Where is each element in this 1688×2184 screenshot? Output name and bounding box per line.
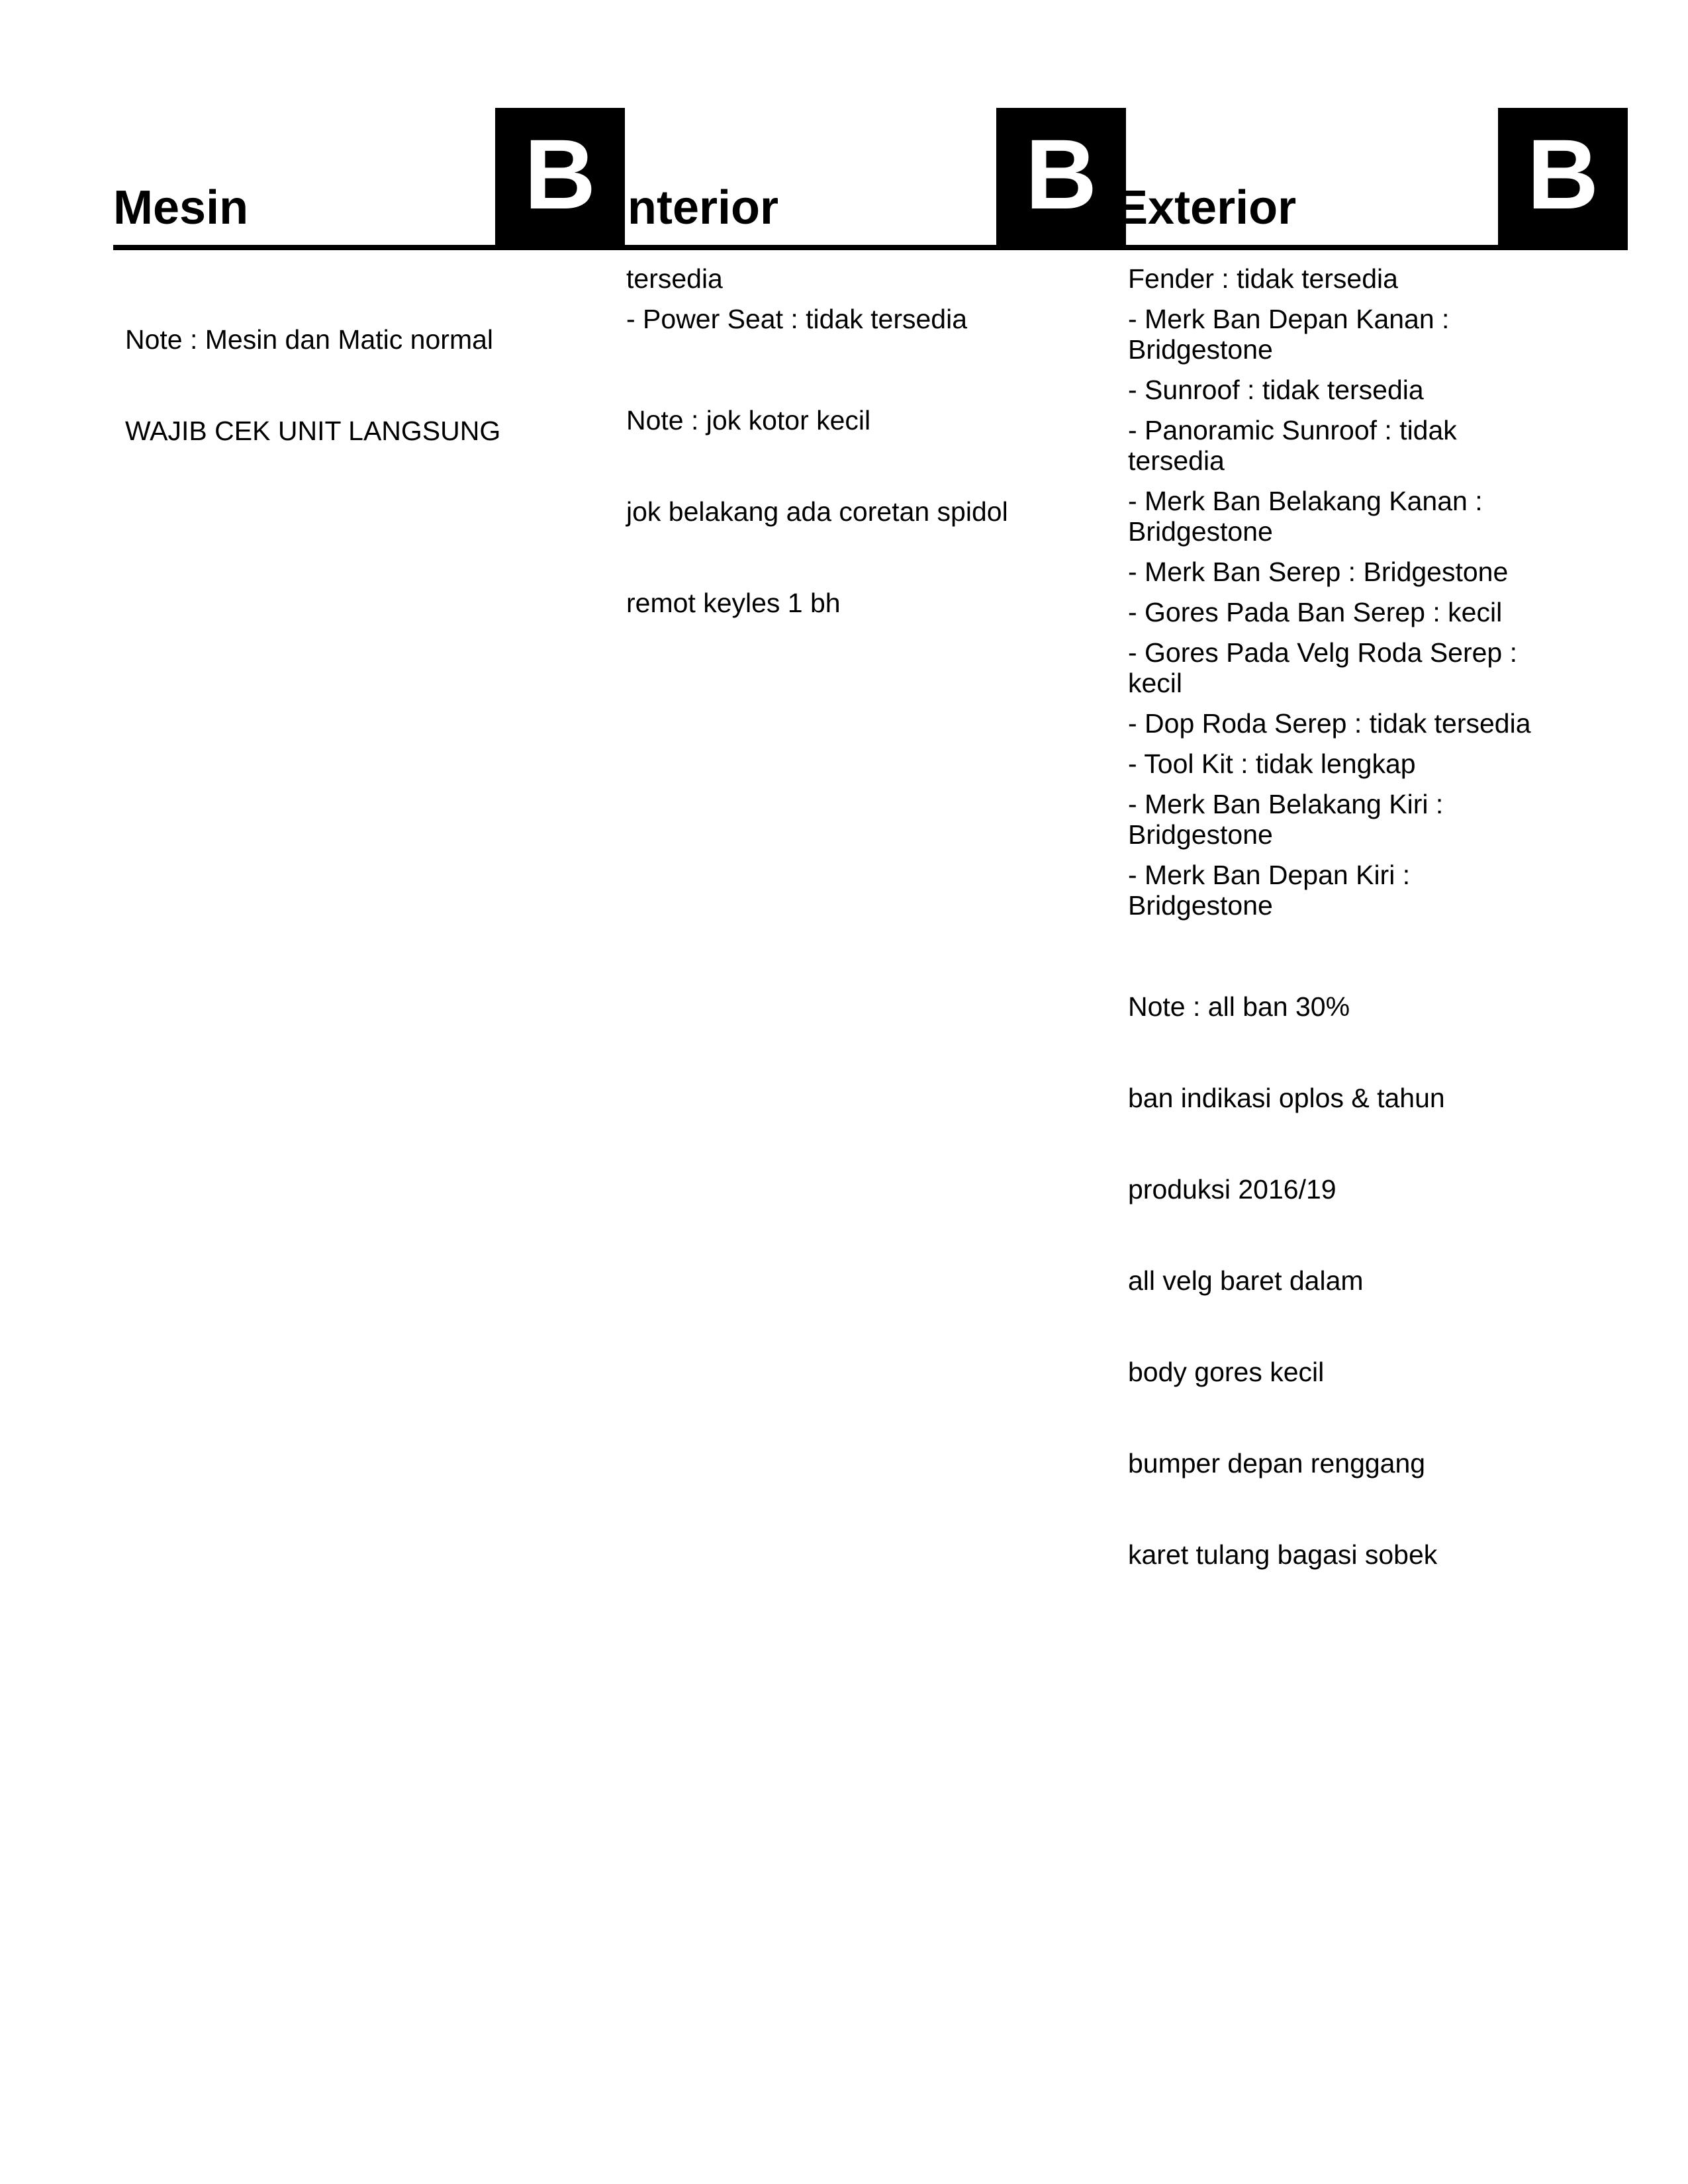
note-line: Note : Mesin dan Matic normal xyxy=(125,324,494,355)
note-line: Note : all ban 30% xyxy=(1128,991,1350,1022)
list-item: - Dop Roda Serep : tidak tersedia xyxy=(1128,708,1531,739)
note-line: body gores kecil xyxy=(1128,1357,1325,1387)
note-line: Note : jok kotor kecil xyxy=(626,405,871,435)
note-line: karet tulang bagasi sobek xyxy=(1128,1539,1438,1570)
note-line: bumper depan renggang xyxy=(1128,1448,1426,1479)
list-item: - Gores Pada Ban Serep : kecil xyxy=(1128,597,1503,627)
note-line: ban indikasi oplos & tahun xyxy=(1128,1083,1445,1113)
section-title: Interior xyxy=(614,181,779,234)
section-header xyxy=(113,108,625,250)
list-item: - Merk Ban Belakang Kiri : Bridgestone xyxy=(1128,789,1444,850)
note-block xyxy=(125,263,625,507)
list-item: tersedia xyxy=(626,263,723,294)
note-line: remot keyles 1 bh xyxy=(626,588,841,618)
list-item: - Merk Ban Depan Kanan : Bridgestone xyxy=(1128,304,1450,365)
list-item: - Power Seat : tidak tersedia xyxy=(626,304,968,334)
section-header xyxy=(1116,108,1628,250)
note-line: all velg baret dalam xyxy=(1128,1265,1364,1296)
list-item: - Tool Kit : tidak lengkap xyxy=(1128,749,1416,779)
section-content xyxy=(1116,250,1628,1631)
section-interior xyxy=(614,108,1126,689)
list-item: - Sunroof : tidak tersedia xyxy=(1128,375,1424,405)
section-mesin xyxy=(113,108,625,517)
grade-badge: B xyxy=(1498,108,1628,245)
section-exterior xyxy=(1116,108,1628,1641)
section-title: Mesin xyxy=(113,181,249,234)
list-item: - Gores Pada Velg Roda Serep : kecil xyxy=(1128,637,1518,698)
note-block xyxy=(1128,931,1628,1631)
list-item: - Merk Ban Serep : Bridgestone xyxy=(1128,557,1509,587)
section-header xyxy=(614,108,1126,250)
note-line: WAJIB CEK UNIT LANGSUNG xyxy=(125,416,501,446)
section-content xyxy=(614,250,1126,679)
grade-badge: B xyxy=(996,108,1126,245)
list-item: - Merk Ban Depan Kiri : Bridgestone xyxy=(1128,860,1411,921)
note-line: produksi 2016/19 xyxy=(1128,1174,1336,1205)
section-content xyxy=(113,250,625,507)
grade-badge: B xyxy=(495,108,625,245)
note-line: jok belakang ada coretan spidol xyxy=(626,496,1008,527)
list-item: Fender : tidak tersedia xyxy=(1128,263,1398,294)
list-item: - Panoramic Sunroof : tidak tersedia xyxy=(1128,415,1457,476)
list-item: - Merk Ban Belakang Kanan : Bridgestone xyxy=(1128,486,1483,547)
section-title: Exterior xyxy=(1116,181,1297,234)
note-block xyxy=(626,344,1126,679)
